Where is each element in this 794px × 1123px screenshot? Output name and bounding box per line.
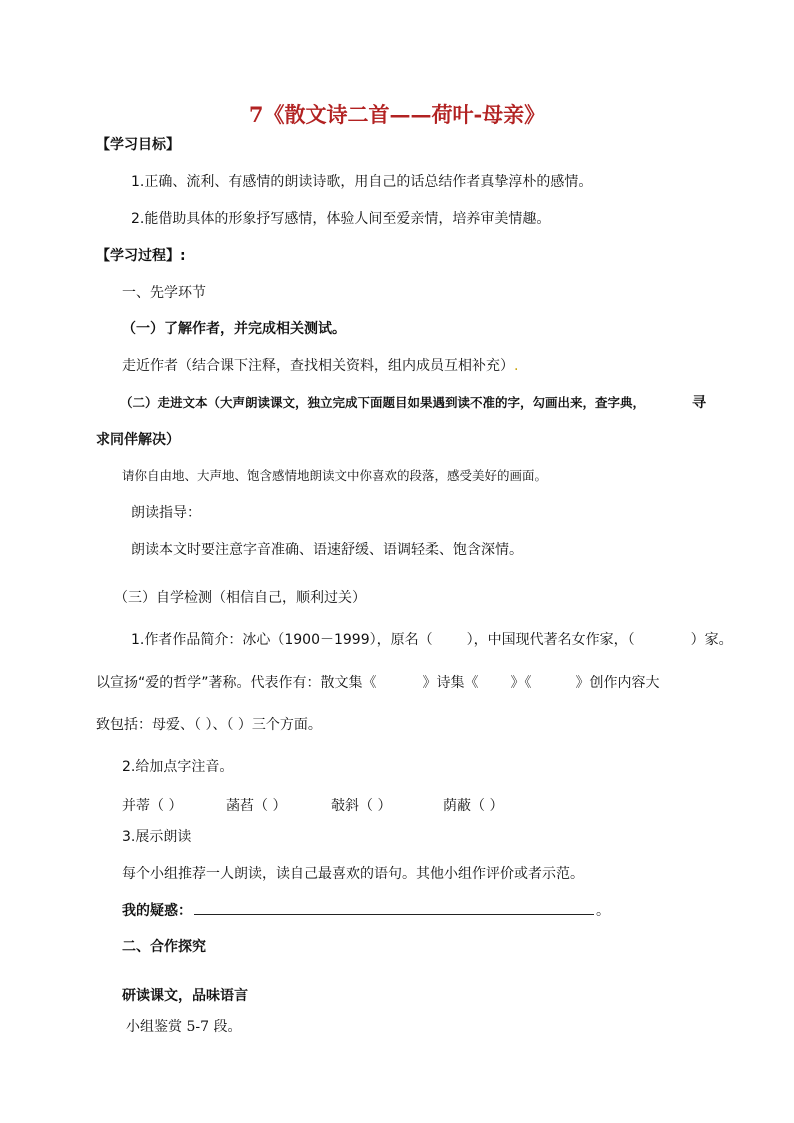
question-1-line-3: 致包括：母爱、（ ）、（ ）三个方面。 [96, 717, 322, 733]
question-1-line-1 [131, 631, 733, 649]
group-reading-text: 每个小组推荐一人朗读，读自己最喜欢的语句。其他小组作评价或者示范。 [122, 866, 584, 882]
doubt-label: 我的疑惑： [122, 903, 192, 919]
q1-text-b3: 》《 [510, 675, 532, 691]
pinyin-item-3: 攲斜（ ） [331, 798, 392, 814]
subsection-self-test: （三）自学检测（相信自己，顺利过关） [114, 590, 366, 606]
subsection-enter-text: （二）走进文本（大声朗读课文，独立完成下面题目如果遇到读不准的字，勾画出来，查字典， [120, 395, 646, 410]
approach-author-line [122, 357, 518, 375]
doubt-end: 。 [596, 903, 610, 919]
document-title: 7《散文诗二首——荷叶-母亲》 [248, 102, 546, 127]
section-cooperative-inquiry: 二、合作探究 [122, 939, 206, 955]
q1-text-b1: 以宣扬“爱的哲学”著称。代表作有：散文集《 [96, 675, 377, 691]
section-pre-study: 一、先学环节 [122, 285, 206, 301]
goal-item-1: 1.正确、流利、有感情的朗读诗歌，用自己的话总结作者真挚淳朴的感情。 [131, 174, 593, 190]
pinyin-item-2: 菡萏（ ） [226, 798, 287, 814]
question-2: 2.给加点字注音。 [122, 759, 234, 775]
q1-text-b2: 》诗集《 [422, 675, 479, 691]
group-appreciation: 小组鉴赏 5-7 段。 [126, 1019, 242, 1035]
reading-guide-text: 朗读本文时要注意字音准确、语速舒缓、语调轻柔、饱含深情。 [131, 542, 523, 558]
q1-text-a3: ）家。 [690, 632, 733, 648]
question-1-line-2 [96, 674, 660, 692]
q1-text-a1: 1.作者作品简介：冰心（1900－1999），原名（ [131, 632, 433, 648]
learning-goals-heading: 【学习目标】 [96, 137, 180, 153]
q1-text-a2: ），中国现代著名女作家，（ [466, 632, 635, 648]
pinyin-item-1: 并蒂（ ） [122, 798, 183, 814]
doubt-line [122, 902, 610, 920]
reading-guide-label: 朗读指导： [131, 505, 201, 521]
approach-author-mark: . [514, 358, 519, 374]
free-reading-instruction: 请你自由地、大声地、饱含感情地朗读文中你喜欢的段落，感受美好的画面。 [122, 468, 548, 483]
q1-text-b4: 》创作内容大 [575, 675, 660, 691]
pinyin-item-4: 荫蔽（ ） [443, 798, 504, 814]
question-3: 3.展示朗读 [122, 829, 192, 845]
subsection-enter-text-end: 寻 [692, 395, 706, 411]
subsection-know-author: （一）了解作者，并完成相关测试。 [122, 321, 346, 337]
goal-item-2: 2.能借助具体的形象抒写感情，体验人间至爱亲情，培养审美情趣。 [131, 211, 551, 227]
learning-process-heading: 【学习过程】: [96, 248, 186, 264]
subsection-enter-text-cont: 求同伴解决） [96, 432, 180, 448]
doubt-blank[interactable] [194, 902, 594, 915]
approach-author-text: 走近作者（结合课下注释，查找相关资料，组内成员互相补充） [122, 358, 514, 374]
research-heading: 研读课文，品味语言 [122, 988, 248, 1004]
